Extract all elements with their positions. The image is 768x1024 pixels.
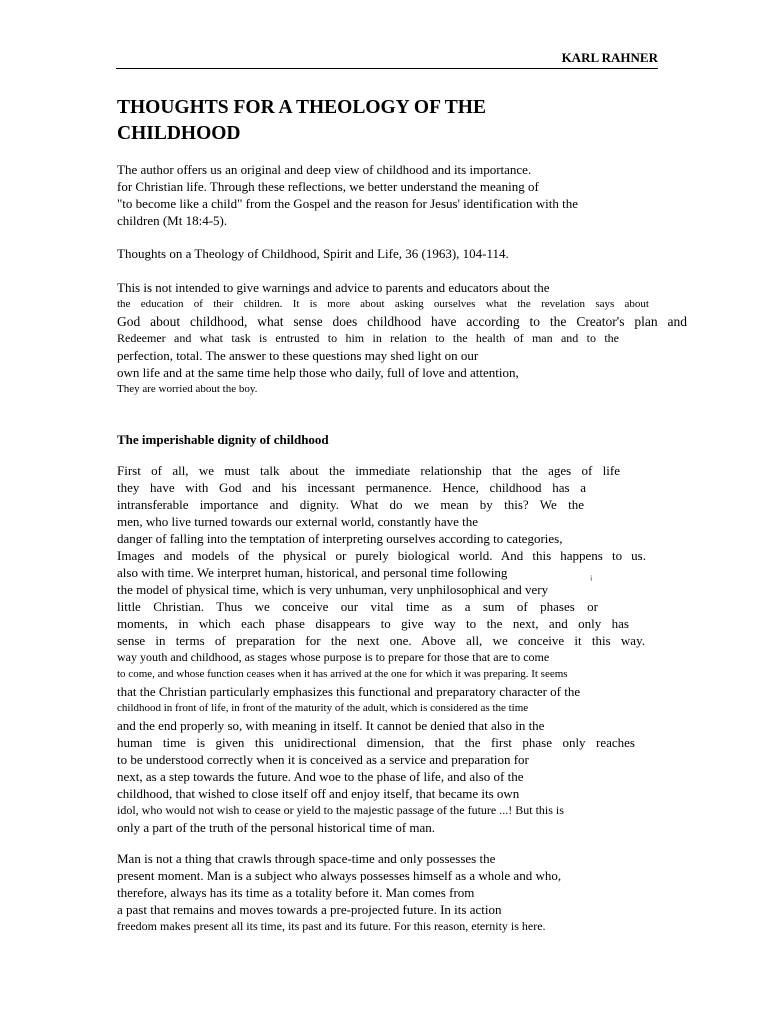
text-line: intransferable importance and dignity. What do we mean by this? We the <box>117 497 584 512</box>
text-line: The author offers us an original and deep view of childhood and its importance. <box>117 162 532 177</box>
text-line: First of all, we must talk about the immediate relationship that the ages of life <box>117 463 620 478</box>
text-line: own life and at the same time help those who daily, full of love and attention, <box>117 365 519 380</box>
text-line: present moment. Man is a subject who always possesses himself as a whole and who, <box>117 868 562 883</box>
text-line: the model of physical time, which is very unhuman, very unphilosophical and very <box>117 582 549 597</box>
text-line: sense in terms of preparation for the next one. Above all, we conceive it this way. <box>117 633 645 648</box>
text-line: little Christian. Thus we conceive our vital time as a sum of phases or <box>117 599 598 614</box>
text-line: childhood in front of life, in front of the maturity of the adult, which is considered as the time <box>117 702 529 714</box>
text-line: childhood, that wished to close itself off and enjoy itself, that became its own <box>117 786 520 801</box>
intro-paragraph <box>117 161 608 229</box>
text-line: children (Mt 18:4-5). <box>117 213 228 228</box>
text-line: for Christian life. Through these reflections, we better understand the meaning of <box>117 179 539 194</box>
text-line: freedom makes present all its time, its past and its future. For this reason, eternity is here. <box>117 919 546 933</box>
text-line: idol, who would not wish to cease or yield to the majestic passage of the future ...! But this is <box>117 803 564 817</box>
text-line: "to become like a child" from the Gospel and the reason for Jesus' identification with the <box>117 196 578 211</box>
text-line: to be understood correctly when it is conceived as a service and preparation for <box>117 752 529 767</box>
text-line: that the Christian particularly emphasizes this functional and preparatory character of the <box>117 684 581 699</box>
text-line: Redeemer and what task is entrusted to him in relation to the health of man and to the <box>117 331 619 345</box>
citation <box>117 245 592 262</box>
text-line: moments, in which each phase disappears to give way to the next, and only has <box>117 616 629 631</box>
citation-text: Thoughts on a Theology of Childhood, Spirit and Life, 36 (1963), 104-114. <box>117 246 509 261</box>
text-line: human time is given this unidirectional dimension, that the first phase only reaches <box>117 735 635 750</box>
running-header-author: KARL RAHNER <box>561 50 658 65</box>
text-line: They are worried about the boy. <box>117 383 258 395</box>
stray-mark: ¡ <box>590 573 593 581</box>
text-line: the education of their children. It is more about asking ourselves what the revelation says about <box>117 298 649 310</box>
text-line: men, who live turned towards our external world, constantly have the <box>117 514 479 529</box>
text-line: a past that remains and moves towards a pre-projected future. In its action <box>117 902 502 917</box>
text-line: next, as a step towards the future. And woe to the phase of life, and also of the <box>117 769 524 784</box>
document-title <box>117 95 657 147</box>
text-line: way youth and childhood, as stages whose purpose is to prepare for those that are to come <box>117 650 550 664</box>
text-line: and the end properly so, with meaning in itself. It cannot be denied that also in the <box>117 718 545 733</box>
text-line: also with time. We interpret human, historical, and personal time following <box>117 565 508 580</box>
text-line: to come, and whose function ceases when it has arrived at the one for which it was preparing. It seems <box>117 668 568 680</box>
paragraph-intro-purpose <box>117 279 687 398</box>
text-line: they have with God and his incessant permanence. Hence, childhood has a <box>117 480 586 495</box>
title-line: THOUGHTS FOR A THEOLOGY OF THE <box>117 97 486 118</box>
text-line: danger of falling into the temptation of interpreting ourselves according to categories, <box>117 531 563 546</box>
paragraph-man-subject <box>117 850 637 935</box>
text-line: God about childhood, what sense does childhood have according to the Creator's plan and <box>117 314 687 329</box>
text-line: only a part of the truth of the personal historical time of man. <box>117 820 436 835</box>
paragraph-dignity <box>117 462 663 836</box>
text-line: therefore, always has its time as a totality before it. Man comes from <box>117 885 475 900</box>
title-line: CHILDHOOD <box>117 123 241 144</box>
text-line: Man is not a thing that crawls through space-time and only possesses the <box>117 851 496 866</box>
text-line: perfection, total. The answer to these questions may shed light on our <box>117 348 479 363</box>
text-line: This is not intended to give warnings and advice to parents and educators about the <box>117 280 550 295</box>
header-rule <box>116 68 658 69</box>
section-heading: The imperishable dignity of childhood <box>117 432 329 447</box>
text-line: Images and models of the physical or purely biological world. And this happens to us. <box>117 548 646 563</box>
